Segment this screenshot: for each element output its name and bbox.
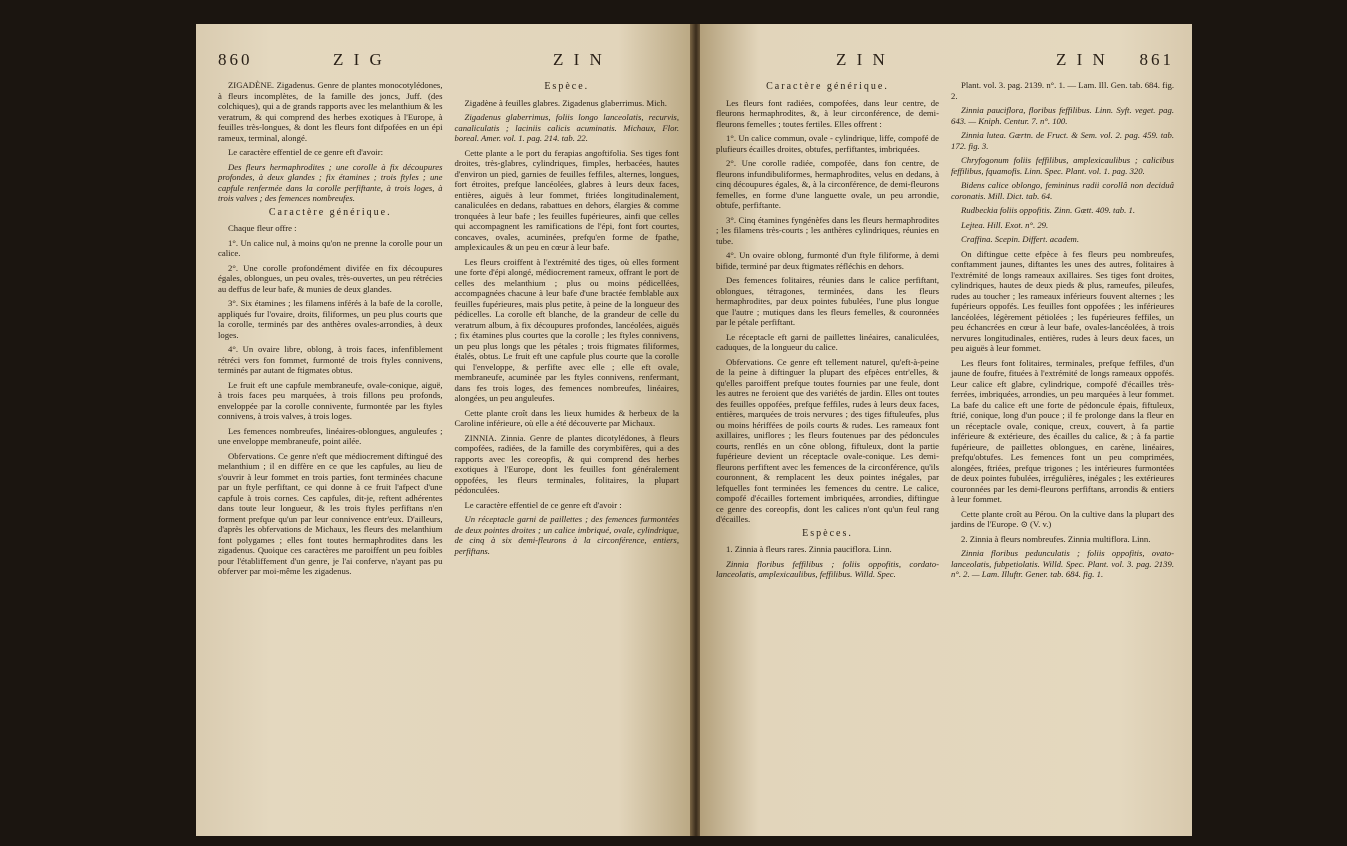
left-page-column-1 [218, 80, 443, 581]
paragraph: On diftingue cette efpèce à fes fleurs peu nombreufes, conftamment jaunes, diftantes les unes des autres, folitaires à l'extrémité de longs rameaux axillaires. Ses tiges font droites, cylindriques, hautes de deux pieds & plus, rameufes, pileufes, rudes au toucher ; les rameaux inférieurs fouvent alternes ; les fupérieurs oppofés. Les feuilles font oppofées ; les inférieures lancéolées, légèrement pétiolées ; les fupérieures feffiles, un peu échancrées en cœur à leur bafe, ovales-lancéolées, à trois nervures longitudinales, entières, rudes à leurs deux faces, un peu aiguës à leur fommet. [951, 248, 1174, 353]
right-page-header [716, 50, 1174, 80]
paragraph: Obfervations. Ce genre n'eft que médiocrement diftingué des melanthium ; il en diffère en ce que les capfules, au lieu de s'ouvrir à leur fommet en trois parties, font terminées chacune par un ftyle perfiftant, ce qui donne à ce fruit l'afpect d'une capfule à trois cornes. Ces capfules, dit-je, reftent adhérentes dans toute leur longueur, & les trois ftyles perfiftans n'en forment prefque qu'un par leur connivence entr'eux. D'ailleurs, d'après les obfervations de Michaux, les fleurs des melanthium font polygames ; elles font toutes hermaphrodites dans les zigadenus. Quoique ces caractères me paroiffent un peu foibles pour l'établiffement d'un genre, je l'ai conferve, n'ayant pas pu obferver par moi-même les zigadenus. [218, 450, 443, 576]
paragraph: Lejtea. Hill. Exot. n°. 29. [961, 219, 1049, 230]
paragraph: Le fruit eft une capfule membraneufe, ovale-conique, aiguë, à trois faces peu marquées, à trois fillons peu profonds, enveloppée par la corolle connivente, furmontée par les ftyles connivens, à trois valves, à trois loges. [218, 379, 443, 421]
paragraph: Plant. vol. 3. pag. 2139. n°. 1. — Lam. Ill. Gen. tab. 684. fig. 2. [951, 80, 1174, 101]
paragraph: 1°. Un calice nul, à moins qu'on ne prenne la corolle pour un calice. [218, 237, 443, 258]
right-page-running-head-right: Z I N [1056, 50, 1108, 69]
paragraph: Des femences folitaires, réunies dans le calice perfiftant, oblongues, tétragones, terminées, dans les fleurs hermaphrodites, par deux pointes fubulées, l'une plus longue que l'autre ; mutiques dans les fleurs femelles, & couronnées par le pétale perfiftant. [716, 275, 939, 327]
paragraph: Chryfogonum foliis feffilibus, amplexicaulibus ; calicibus feffilibus, fquamofis. Linn. Spec. Plant. vol. 1. pag. 320. [951, 155, 1174, 176]
paragraph: 3°. Six étamines ; les filamens inférés à la bafe de la corolle, appliqués fur l'ovaire, droits, filiformes, un peu plus courts que la corolle, terminés par des anthères ovales-arrondies, à deux loges. [218, 298, 443, 340]
paragraph: ZINNIA. Zinnia. Genre de plantes dicotylédones, à fleurs compofées, radiées, de la famille des corymbifères, qui a des rapports avec les coreopfis, & qui comprend des herbes exotiques à l'Europe, dont les feuilles font généralement oppofées, les fleurs terminales, folitaires, la plupart pédonculées. [454, 432, 679, 495]
paragraph: Des fleurs hermaphrodites ; une corolle à fix découpures profondes, à deux glandes ; fix étamines ; trois ftyles ; une capfule renfermée dans la corolle perfiftante, à trois loges, à trois valves ; des femences nombreufes. [218, 161, 443, 203]
paragraph: Les fleurs font radiées, compofées, dans leur centre, de fleurons hermaphrodites, &, à leur circonférence, de demi-fleurons femelles ; toutes fertiles. Elles offrent : [716, 97, 939, 129]
paragraph: Cette plante a le port du ferapias angoftifolia. Ses tiges font droites, très-glabres, cylindriques, fimples, herbacées, hautes d'environ un pied, garnies de feuilles feffiles, alternes, longues, fort étroites, prefque lancéolées, glabres à leurs deux faces, entières, aiguës à leur fommet, ftriées longitudinalement, canaliculées en dedans, rabattues en dehors, élargies & comme tronquées à leur bafe ; les feuilles fupérieures, ainfi que celles qui accompagnent les ramifications de l'épi, font fort courtes, concaves, ovales, acuminées, prefqu'en forme de fpathe, amplexicaules & un peu en cœur à leur bafe. [454, 147, 679, 252]
paragraph: Zigadène à feuilles glabres. Zigadenus glaberrimus. Mich. [464, 97, 667, 108]
section-heading: Espèces. [802, 527, 853, 539]
left-page [196, 24, 693, 836]
paragraph: 3°. Cinq étamines fyngénèfes dans les fleurs hermaphrodites ; les filamens très-courts ; les anthères cylindriques, réunies en tube. [716, 214, 939, 246]
paragraph: Bidens calice oblongo, femininus radii corollâ non deciduâ coronatis. Mill. Dict. tab. 64. [951, 180, 1174, 201]
paragraph: Craffina. Scepin. Differt. academ. [961, 234, 1079, 244]
right-page-number: 861 [1139, 50, 1174, 69]
paragraph: 2°. Une corolle radiée, compofée, dans fon centre, de fleurons infundibuliformes, hermaphrodites, velus en dedans, à cinq découpures égales, &, à la circonférence, de demi-fleurons femelles, en forme d'une languette ovale, un peu arrondie, obtufe, perfiftante. [716, 158, 939, 210]
paragraph: Cette plante croît au Pérou. On la cultive dans la plupart des jardins de l'Europe. ⊙ (V. v.) [951, 508, 1174, 529]
paragraph: Obfervations. Ce genre eft tellement naturel, qu'eft-à-peine de la peine à diftinguer la plupart des efpèces entr'elles, & qu'elles paroiffent prefque toutes fournies par une feule, dont les autres ne feroient que des variétés de jardin. Elles ont toutes des feuilles oppofées, prefque feffiles, rudes à leurs deux faces, entières, marquées de trois nervures ; des tiges fiftuleufes, plus ou moins hériffées de poils courts & rudes. Les rameaux font axillaires, uniflores ; les fleurs foutenues par des pédoncules courts, renflés en un cône oblong, fiftuleux, dont la partie fupérieure devient un réceptacle ovale-conique. Les demi-fleurons perfiftent avec les femences de la circonférence, qu'ils couronnent, & remplacent les deux pointes inégales, par lefquelles font terminées les femences du centre. Le calice, compofé d'écailles fortement imbriquées, arrondies, diftingue ce genre des coreopfis, dont les calices n'ont qu'un feul rang d'écailles. [716, 356, 939, 524]
paragraph: Zigadenus glaberrimus, foliis longo lanceolatis, recurvis, canaliculatis ; laciniis calicis acuminatis. Michaux, Flor. boreal. Amer. vol. 1. pag. 214. tab. 22. [454, 112, 679, 143]
paragraph: 2. Zinnia à fleurs nombreufes. Zinnia multiflora. Linn. [961, 533, 1151, 544]
paragraph: 1. Zinnia à fleurs rares. Zinnia pauciflora. Linn. [726, 544, 892, 554]
right-page [700, 24, 1192, 836]
right-page-column-2 [951, 80, 1174, 584]
paragraph: 2°. Une corolle profondément divifée en fix découpures égales, oblongues, un peu ovales, très-ouvertes, un peu rétrécies au deffus de leur bafe, & munies de deux glandes. [218, 262, 443, 294]
section-heading: Caractère générique. [766, 81, 889, 92]
paragraph: Zinnia floribus pedunculatis ; foliis oppofitis, ovato-lanceolatis, fubpetiolatis. Willd. Spec. Plant. vol. 3. pag. 2139. n°. 2. — Lam. Illuftr. Gener. tab. 684. fig. 1. [951, 548, 1174, 579]
paragraph: Les femences nombreufes, linéaires-oblongues, anguleufes ; une enveloppe membraneufe, point ailée. [218, 425, 443, 446]
paragraph: Rudbeckia foliis oppofitis. Zinn. Gœtt. 409. tab. 1. [961, 205, 1135, 215]
paragraph: 1°. Un calice commun, ovale - cylindrique, liffe, compofé de plufieurs écailles droites, obtufes, perfiftantes, imbriquées. [716, 133, 939, 154]
paragraph: Le caractère effentiel de ce genre eft d'avoir : [464, 499, 622, 510]
paragraph: 4°. Un ovaire libre, oblong, à trois faces, infenfiblement rétréci vers fon fommet, furmonté de trois ftyles connivens, terminés par autant de ftigmates obtus. [218, 344, 443, 375]
left-page-running-head-left: Z I G [333, 50, 385, 69]
paragraph: Zinnia pauciflora, floribus feffilibus. Linn. Syft. veget. pag. 643. — Kniph. Centur. 7. n°. 100. [951, 105, 1174, 126]
left-page-header [218, 50, 679, 80]
left-page-running-head-right: Z I N [553, 50, 605, 69]
paragraph: ZIGADÈNE. Zigadenus. Genre de plantes monocotylédones, à fleurs incomplètes, de la famille des joncs, Juff. (des colchiques), qui a de grands rapports avec les melanthium & les veratrum, & qui comprend des herbes exotiques à l'Europe, à feuilles très-longues, & dont les fleurs font difpofées en un épi rameux, terminal, alongé. [218, 80, 443, 143]
paragraph: Les fleurs font folitaires, terminales, prefque feffiles, d'un jaune de foufre, fituées à l'extrémité de longs rameaux oppofés. Leur calice eft glabre, cylindrique, compofé d'écailles très-ferrées, imbriquées, arrondies, un peu marquées à leur fommet. La bafe du calice eft une forte de pédoncule épais, fiftuleux, ftrié, conique, long d'un pouce ; il fe prolonge dans la fleur en un réceptacle ovale, conique, creux, couvert, à fa partie inférieure & extérieure, des écailles du calice, & ; à fa partie fupérieure, de paillettes oblongues, en carène, linéaires, prefqu'obtufes. Les femences font un peu comprimées, alongées, ftriées, prefque trigones ; les intérieures furmontées de deux pointes fubulées, irrégulières, inégales ; les extérieures couronnées par les demi-fleurons perfiftans, arrondis & entiers à leur fommet. [951, 357, 1174, 504]
paragraph: Zinnia lutea. Gærtn. de Fruct. & Sem. vol. 2. pag. 459. tab. 172. fig. 3. [951, 130, 1174, 151]
paragraph: Cette plante croît dans les lieux humides & herbeux de la Caroline inférieure, où elle a été découverte par Michaux. [454, 407, 679, 428]
section-heading: Espèce. [544, 81, 590, 92]
paragraph: Chaque fleur offre : [228, 223, 297, 233]
paragraph: Le caractère effentiel de ce genre eft d'avoir: [228, 147, 384, 157]
paragraph: 4°. Un ovaire oblong, furmonté d'un ftyle filiforme, à demi bifide, terminé par deux ftigmates réfléchis en dehors. [716, 250, 939, 271]
paragraph: Un réceptacle garni de paillettes ; des femences furmontées de deux pointes droites ; un calice imbriqué, ovale, cylindrique, de cinq à six demi-fleurons à la circonférence, entiers, perfiftans. [454, 514, 679, 556]
left-page-column-2 [455, 80, 680, 581]
paragraph: Zinnia floribus feffilibus ; foliis oppofitis, cordato-lanceolatis, amplexicaulibus, feffilibus. Willd. Spec. [716, 558, 939, 579]
section-heading: Caractère générique. [268, 206, 392, 218]
right-page-running-head-left: Z I N [836, 50, 888, 69]
left-page-number: 860 [218, 50, 253, 69]
paragraph: Le réceptacle eft garni de paillettes linéaires, canaliculées, caduques, de la longueur du calice. [716, 331, 939, 352]
paragraph: Les fleurs croiffent à l'extrémité des tiges, où elles forment une forte d'épi alongé, médiocrement rameux, offrant le port de celles des melanthium ; plus ou moins pédicellées, accompagnées chacune à leur bafe d'une bractée femblable aux feuilles fupérieures, mais plus petite, à peine de la longueur des pédicelles. La corolle eft blanche, de la grandeur de celle du veratrum album, à fix découpures profondes, lancéolées, aiguës ; fix étamines plus courtes que la corolle ; les ftyles connivens, un peu plus longs que les pétales ; trois ftigmates filiformes, étalés, obtus. Le fruit eft une capfule plus courte que la corolle qui l'enveloppe, & perfifte avec elle ; elle eft ovale, membraneufe, acuminée par les ftyles connivens, renfermant, dans fes trois loges, des femences nombreufes, linéaires, alongées, un peu anguleufes. [454, 256, 679, 403]
right-page-column-1 [716, 80, 939, 584]
